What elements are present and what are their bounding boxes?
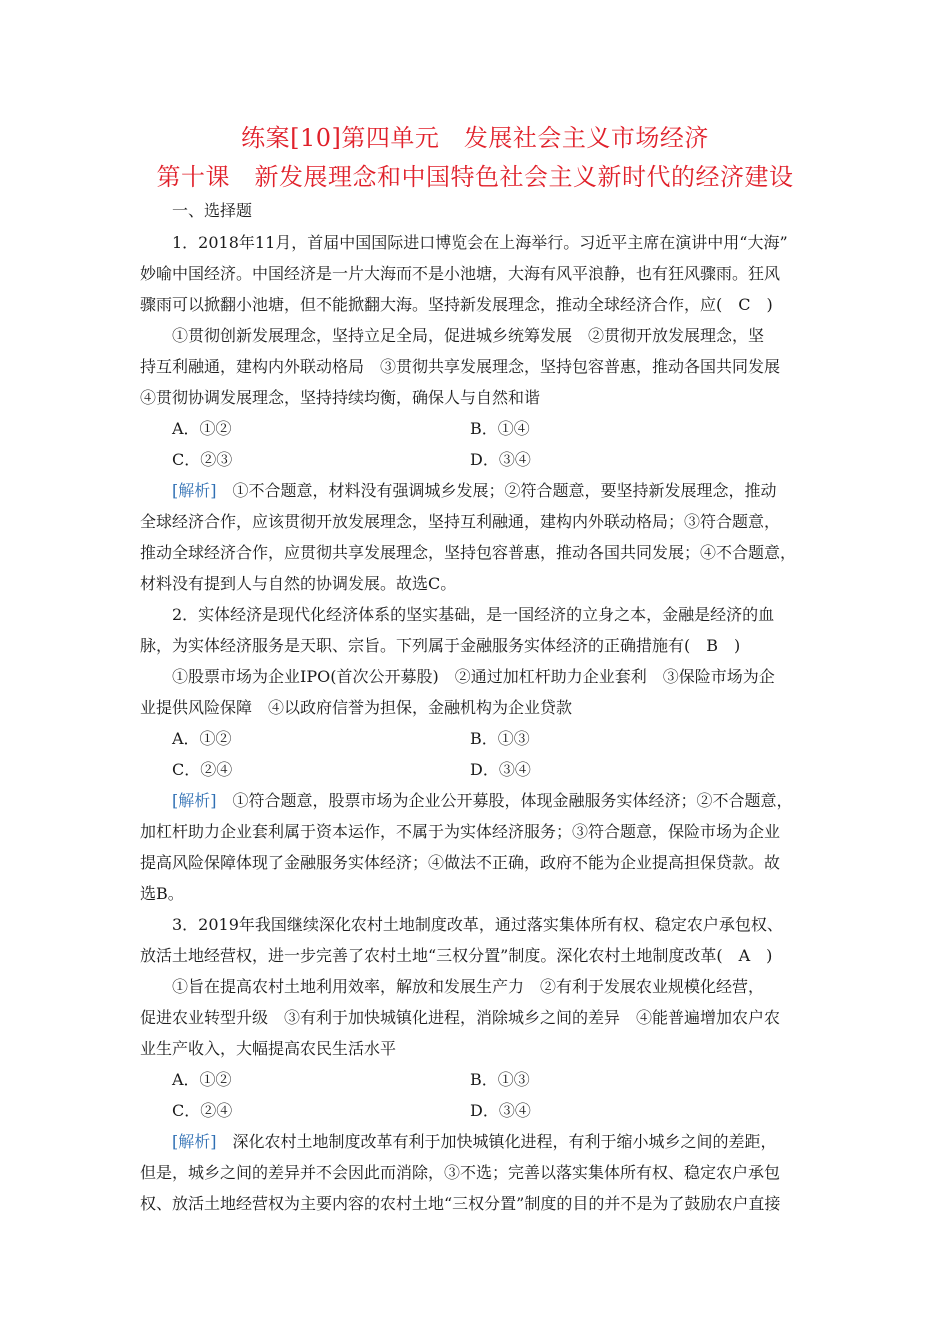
analysis-tag: [解析] xyxy=(172,1132,217,1151)
analysis-line: 加杠杆助力企业套利属于资本运作，不属于为实体经济服务；③符合题意，保险市场为企业 xyxy=(140,822,781,841)
question-stem-line: 脉，为实体经济服务是天职、宗旨。下列属于金融服务实体经济的正确措施有( B ) xyxy=(140,636,741,655)
question-item-line: 持互利融通，建构内外联动格局 ③贯彻共享发展理念，坚持包容普惠，推动各国共同发展 xyxy=(140,357,781,376)
option-a: A．①② xyxy=(172,1070,232,1089)
analysis-line xyxy=(172,1132,820,1152)
option-a: A．①② xyxy=(172,419,232,438)
question-stem-line: 1．2018年11月，首届中国国际进口博览会在上海举行。习近平主席在演讲中用“大海” xyxy=(172,233,788,252)
analysis-tag: [解析] xyxy=(172,791,217,810)
question-stem-line: 放活土地经营权，进一步完善了农村土地“三权分置”制度。深化农村土地制度改革( A ) xyxy=(140,946,773,965)
option-d: D．③④ xyxy=(470,450,531,469)
analysis-line: 但是，城乡之间的差异并不会因此而消除，③不选；完善以落实集体所有权、稳定农户承包 xyxy=(140,1163,781,1182)
analysis-text: ①符合题意，股票市场为企业公开募股，体现金融服务实体经济；②不合题意， xyxy=(232,791,793,810)
analysis-line: 提高风险保障体现了金融服务实体经济；④做法不正确，政府不能为企业提高担保贷款。故 xyxy=(140,853,781,872)
analysis-line: 全球经济合作，应该贯彻开放发展理念，坚持互利融通，建构内外联动格局；③符合题意， xyxy=(140,512,781,531)
analysis-line: 选B。 xyxy=(140,884,184,903)
option-d: D．③④ xyxy=(470,760,531,779)
option-c: C．②④ xyxy=(172,760,233,779)
analysis-line xyxy=(172,791,820,811)
question-item-line: 业生产收入，大幅提高农民生活水平 xyxy=(140,1039,397,1058)
option-c: C．②④ xyxy=(172,1101,233,1120)
analysis-text: 深化农村土地制度改革有利于加快城镇化进程，有利于缩小城乡之间的差距， xyxy=(232,1132,777,1151)
analysis-text: ①不合题意，材料没有强调城乡发展；②符合题意，要坚持新发展理念，推动 xyxy=(232,481,777,500)
analysis-line xyxy=(172,481,820,501)
option-b: B．①③ xyxy=(470,1070,530,1089)
option-b: B．①④ xyxy=(470,419,530,438)
analysis-line: 权、放活土地经营权为主要内容的农村土地“三权分置”制度的目的并不是为了鼓励农户直接 xyxy=(140,1194,781,1213)
option-c: C．②③ xyxy=(172,450,233,469)
option-b: B．①③ xyxy=(470,729,530,748)
question-item-line: ①旨在提高农村土地利用效率，解放和发展生产力 ②有利于发展农业规模化经营， xyxy=(172,977,765,996)
question-item-line: ①股票市场为企业IPO(首次公开募股) ②通过加杠杆助力企业套利 ③保险市场为企 xyxy=(172,667,775,686)
question-stem-line: 2．实体经济是现代化经济体系的坚实基础，是一国经济的立身之本，金融是经济的血 xyxy=(172,605,775,624)
analysis-tag: [解析] xyxy=(172,481,217,500)
question-item-line: 业提供风险保障 ④以政府信誉为担保，金融机构为企业贷款 xyxy=(140,698,573,717)
lesson-subtitle: 第十课 新发展理念和中国特色社会主义新时代的经济建设 xyxy=(156,163,794,191)
question-stem-line: 3．2019年我国继续深化农村土地制度改革，通过落实集体所有权、稳定农户承包权、 xyxy=(172,915,783,934)
question-item-line: ①贯彻创新发展理念，坚持立足全局，促进城乡统筹发展 ②贯彻开放发展理念，坚 xyxy=(172,326,765,345)
question-stem-line: 妙喻中国经济。中国经济是一片大海而不是小池塘，大海有风平浪静，也有狂风骤雨。狂风 xyxy=(140,264,781,283)
option-a: A．①② xyxy=(172,729,232,748)
analysis-line: 推动全球经济合作，应贯彻共享发展理念，坚持包容普惠，推动各国共同发展；④不合题意， xyxy=(140,543,797,562)
section-heading: 一、选择题 xyxy=(172,201,253,220)
option-d: D．③④ xyxy=(470,1101,531,1120)
question-item-line: 促进农业转型升级 ③有利于加快城镇化进程，消除城乡之间的差异 ④能普遍增加农户农 xyxy=(140,1008,781,1027)
question-item-line: ④贯彻协调发展理念，坚持持续均衡，确保人与自然和谐 xyxy=(140,388,541,407)
question-stem-line: 骤雨可以掀翻小池塘，但不能掀翻大海。坚持新发展理念，推动全球经济合作，应( C ) xyxy=(140,295,773,314)
analysis-line: 材料没有提到人与自然的协调发展。故选C。 xyxy=(140,574,457,593)
exercise-title: 练案[10]第四单元 发展社会主义市场经济 xyxy=(241,124,709,152)
